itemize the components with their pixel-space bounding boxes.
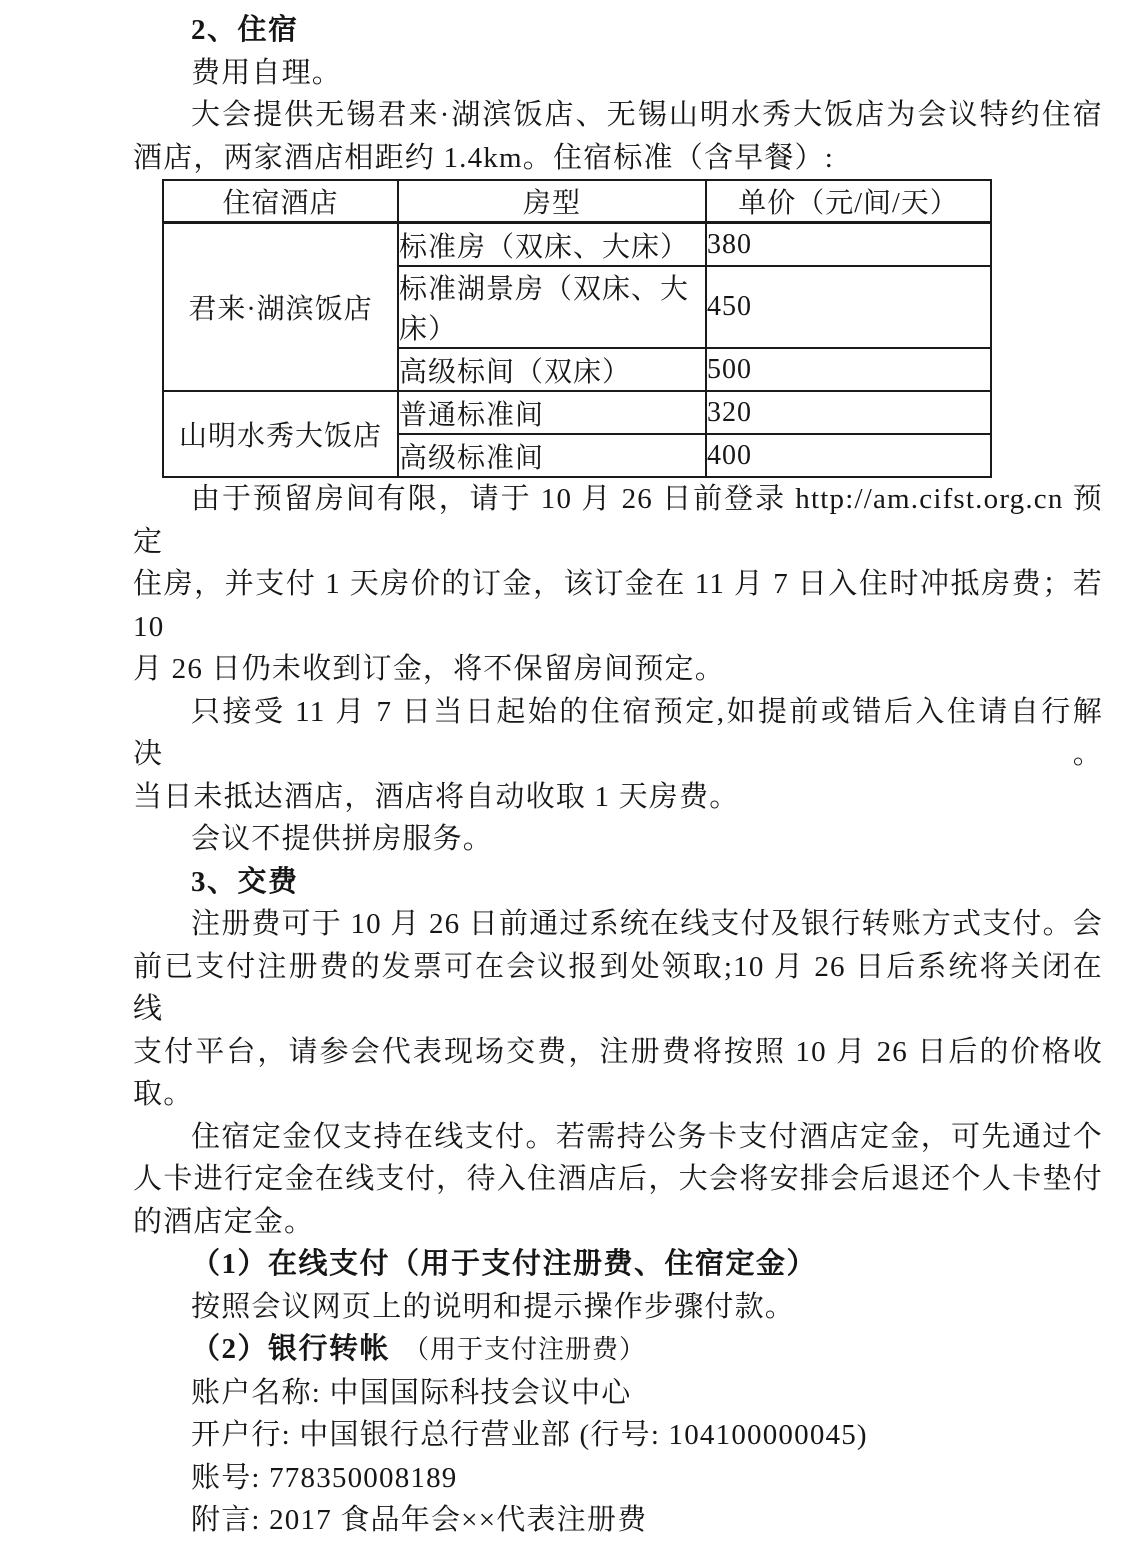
table-header-hotel: 住宿酒店 <box>163 180 398 223</box>
bank-memo-line <box>133 1499 1103 1542</box>
text-line: 支付平台，请参会代表现场交费，注册费将按照 10 月 26 日后的价格收取。 <box>133 1035 1103 1110</box>
text-line: 大会提供无锡君来·湖滨饭店、无锡山明水秀大饭店为会议特约住宿 <box>191 99 1103 131</box>
text-line: 的酒店定金。 <box>133 1205 315 1238</box>
text-line: 账号: 778350008189 <box>191 1461 458 1494</box>
room-type-cell: 普通标准间 <box>398 391 706 434</box>
price-cell: 400 <box>706 434 991 477</box>
text-line: 只接受 11 月 7 日当日起始的住宿预定,如提前或错后入住请自行解决。 <box>133 695 1103 770</box>
text-line: 前已支付注册费的发票可在会议报到处领取;10 月 26 日后系统将关闭在线 <box>133 950 1103 1025</box>
table-header-row <box>163 180 991 223</box>
bank-transfer-heading-note: （用于支付注册费） <box>403 1335 647 1364</box>
price-cell: 450 <box>706 266 991 348</box>
text-line: 由于预留房间有限，请于 10 月 26 日前登录 http://am.cifst.org.cn 预定 <box>133 483 1103 558</box>
text-line: 费用自理。 <box>191 56 343 89</box>
bank-transfer-heading-bold: （2）银行转帐 <box>191 1333 391 1365</box>
para-booking-rules <box>133 478 1103 691</box>
room-type-cell: 高级标准间 <box>398 434 706 477</box>
bank-account-name-line <box>133 1372 1103 1415</box>
text-line: 附言: 2017 食品年会××代表注册费 <box>191 1504 648 1536</box>
text-line: 当日未抵达酒店，酒店将自动收取 1 天房费。 <box>133 780 740 813</box>
text-line: 月 26 日仍未收到订金，将不保留房间预定。 <box>133 653 725 685</box>
text-line: 开户行: 中国银行总行营业部 (行号: 104100000045) <box>191 1419 868 1451</box>
para-hotels-intro <box>133 94 1103 179</box>
room-type-cell: 高级标间（双床） <box>398 348 706 391</box>
para-online-payment-instructions <box>133 1286 1103 1329</box>
price-cell: 500 <box>706 348 991 391</box>
text-line: 注册费可于 10 月 26 日前通过系统在线支付及银行转账方式支付。会 <box>191 908 1104 940</box>
hotel-name-cell: 君来·湖滨饭店 <box>163 223 398 392</box>
para-deposit-policy <box>133 1116 1103 1244</box>
price-cell: 380 <box>706 223 991 267</box>
bank-account-number-line <box>133 1457 1103 1500</box>
bank-branch-line <box>133 1414 1103 1457</box>
text-line: 人卡进行定金在线支付，待入住酒店后，大会将安排会后退还个人卡垫付 <box>133 1163 1103 1195</box>
para-no-room-sharing <box>133 818 1103 861</box>
online-payment-heading: （1）在线支付（用于支付注册费、住宿定金） <box>191 1248 818 1280</box>
table-row <box>163 391 991 434</box>
para-self-pay <box>133 52 1103 95</box>
accommodation-heading: 2、住宿 <box>191 14 299 46</box>
hotel-name-cell: 山明水秀大饭店 <box>163 391 398 477</box>
table-header-price: 单价（元/间/天） <box>706 180 991 223</box>
table-row <box>163 223 991 267</box>
price-cell: 320 <box>706 391 991 434</box>
text-line: 按照会议网页上的说明和提示操作步骤付款。 <box>191 1290 796 1323</box>
text-line: 会议不提供拼房服务。 <box>191 823 494 855</box>
table-header-room-type: 房型 <box>398 180 706 223</box>
text-line: 住宿定金仅支持在线支付。若需持公务卡支付酒店定金，可先通过个 <box>191 1120 1103 1153</box>
text-line: 住房，并支付 1 天房价的订金，该订金在 11 月 7 日入住时冲抵房费；若 10 <box>133 568 1103 643</box>
room-type-cell: 标准湖景房（双床、大床） <box>398 266 706 348</box>
para-registration-fee <box>133 903 1103 1116</box>
para-checkin-rules <box>133 691 1103 819</box>
payment-heading: 3、交费 <box>191 865 299 898</box>
bank-transfer-heading <box>133 1328 1103 1372</box>
text-line: 账户名称: 中国国际科技会议中心 <box>191 1376 632 1409</box>
room-type-cell: 标准房（双床、大床） <box>398 223 706 267</box>
hotel-rate-table <box>162 179 992 478</box>
text-line: 酒店，两家酒店相距约 1.4km。住宿标准（含早餐）: <box>133 141 835 174</box>
